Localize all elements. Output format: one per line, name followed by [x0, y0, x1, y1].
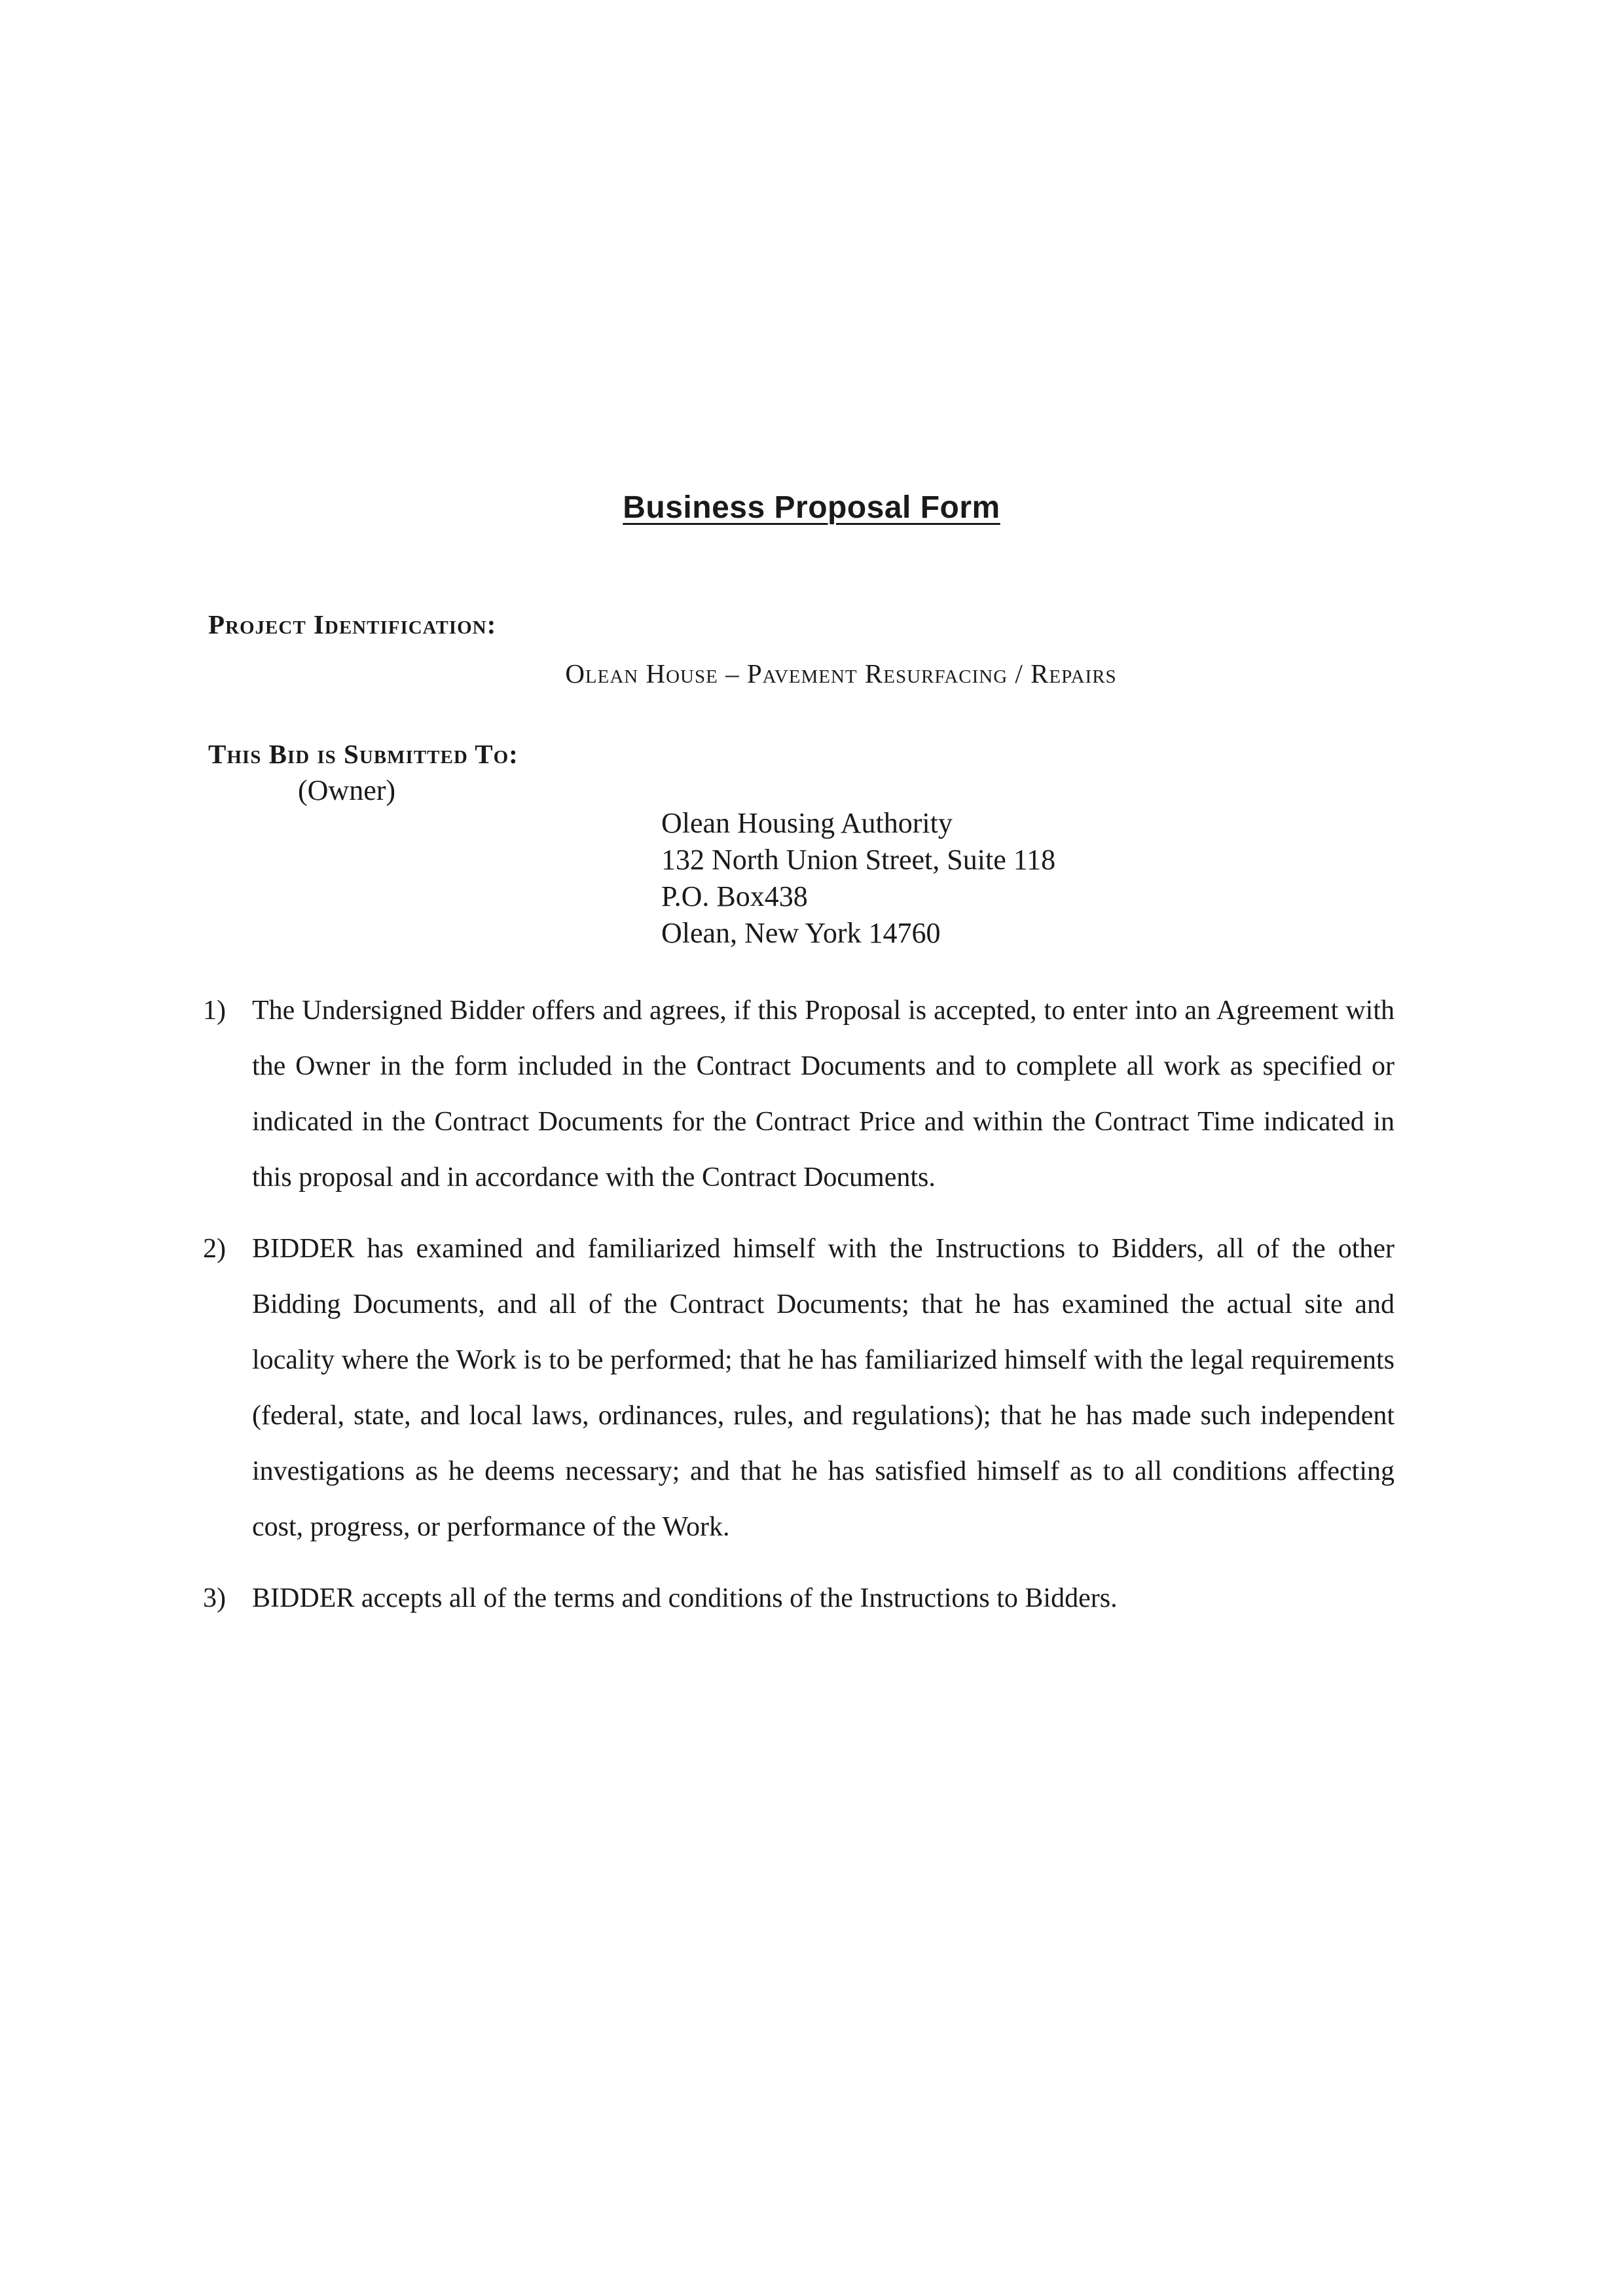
address-line: 132 North Union Street, Suite 118 — [661, 844, 1056, 876]
address-line: P.O. Box438 — [661, 880, 808, 912]
submitted-to-heading: This Bid is Submitted To: — [208, 739, 519, 769]
list-item-text: The Undersigned Bidder offers and agrees, if this Proposal is accepted, to enter into an Agreement with the Owner in the form included in the Contract Documents and to complete all work as specified or indicated in the Contract Documents for the Contract Price and within the Contract Time indicated in this proposal and in accordance with the Contract Documents. — [252, 996, 1395, 1193]
project-identification-value: Olean House – Pavement Resurfacing / Repairs — [565, 658, 1117, 689]
owner-address — [661, 805, 1055, 952]
list-item-number: 1) — [203, 996, 226, 1026]
list-item-text: BIDDER has examined and familiarized himself with the Instructions to Bidders, all of the other Bidding Documents, and all of the Contract Documents; that he has examined the actual site and locality where the Work is to be performed; that he has familiarized himself with the legal requirements (federal, state, and local laws, ordinances, rules, and regulations); that he has made such independent investigations as he deems necessary; and that he has satisfied himself as to all conditions affecting cost, progress, or performance of the Work. — [252, 1234, 1395, 1542]
list-item-number: 3) — [203, 1583, 226, 1613]
document-title-text: Business Proposal Form — [623, 490, 1000, 525]
terms-list — [203, 983, 1395, 1642]
address-line: Olean, New York 14760 — [661, 917, 941, 949]
list-item-text: BIDDER accepts all of the terms and conditions of the Instructions to Bidders. — [252, 1583, 1118, 1613]
list-item — [203, 1571, 1395, 1626]
address-line: Olean Housing Authority — [661, 807, 953, 839]
list-item — [203, 983, 1395, 1206]
list-item — [203, 1221, 1395, 1555]
list-item-number: 2) — [203, 1234, 226, 1264]
document-title — [0, 490, 1623, 526]
owner-label: (Owner) — [298, 774, 396, 806]
project-identification-heading: Project Identification: — [208, 609, 497, 639]
